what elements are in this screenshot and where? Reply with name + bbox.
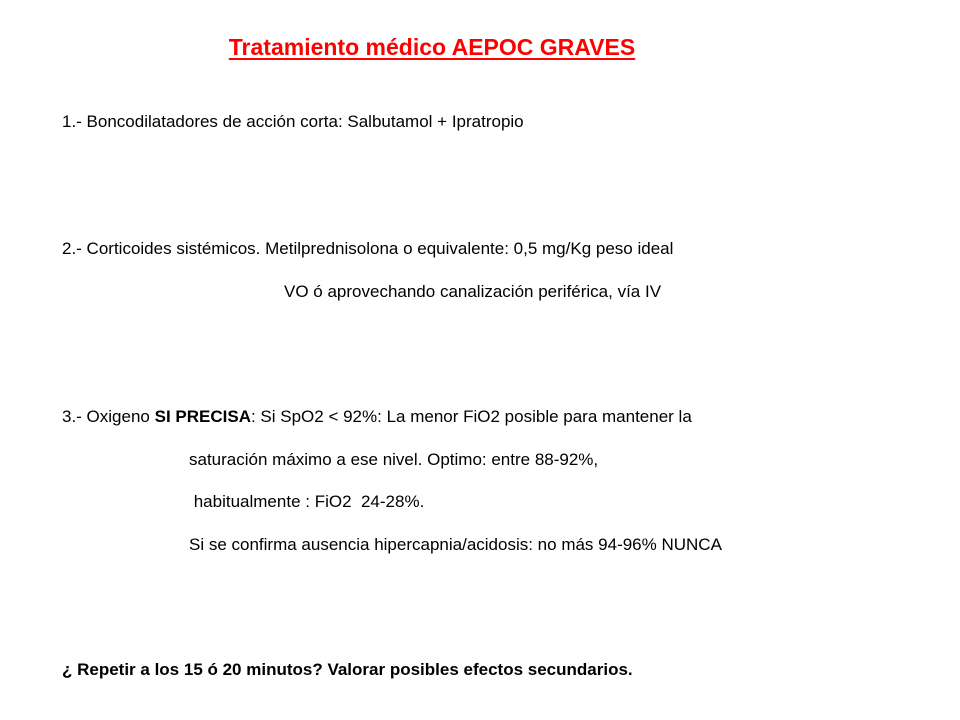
footer-question: ¿ Repetir a los 15 ó 20 minutos? Valorar posibles efectos secundarios. <box>62 660 633 679</box>
item-3-emphasis: SI PRECISA <box>154 407 251 426</box>
item-2-line-1: 2.- Corticoides sistémicos. Metilprednisolona o equivalente: 0,5 mg/Kg peso ideal <box>62 239 674 258</box>
item-3-line-2: saturación máximo a ese nivel. Optimo: entre 88-92%, <box>189 450 599 469</box>
item-3-prefix: 3.- Oxigeno <box>62 407 155 426</box>
item-3-suffix: : Si SpO2 < 92%: La menor FiO2 posible para mantener la <box>250 407 692 426</box>
item-2-line-2: VO ó aprovechando canalización periférica, vía IV <box>284 282 662 301</box>
item-1-text: 1.- Boncodilatadores de acción corta: Salbutamol + Ipratropio <box>62 112 524 131</box>
item-3-line-1 <box>62 406 692 428</box>
item-3-line-3: habitualmente : FiO2 24-28%. <box>189 492 425 511</box>
item-3-line-4: Si se confirma ausencia hipercapnia/acidosis: no más 94-96% NUNCA <box>189 535 722 554</box>
slide-title: Tratamiento médico AEPOC GRAVES <box>228 34 636 60</box>
